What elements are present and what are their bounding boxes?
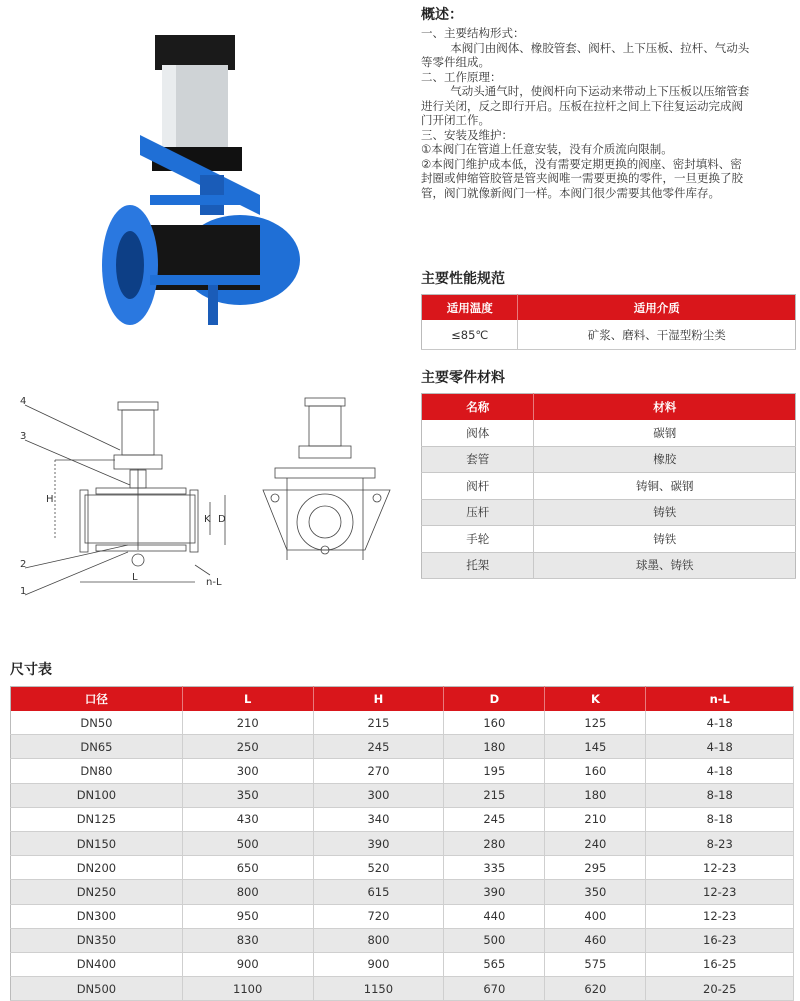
dimension-table-body bbox=[11, 711, 794, 1001]
table-cell: 套管 bbox=[422, 446, 534, 473]
table-cell: 615 bbox=[313, 880, 444, 904]
table-cell: 12-23 bbox=[646, 880, 794, 904]
table-header: L bbox=[182, 687, 313, 712]
table-cell: 125 bbox=[545, 711, 646, 735]
table-cell: 240 bbox=[545, 831, 646, 855]
table-cell: 460 bbox=[545, 928, 646, 952]
table-header: D bbox=[444, 687, 545, 712]
table-cell: 440 bbox=[444, 904, 545, 928]
table-cell: 390 bbox=[444, 880, 545, 904]
table-cell: 阀杆 bbox=[422, 473, 534, 500]
table-cell: DN200 bbox=[11, 856, 183, 880]
overview-line: 进行关闭，反之即行开启。压板在拉杆之间上下往复运动完成阀 bbox=[421, 98, 743, 113]
part-label-4: 4 bbox=[20, 396, 27, 407]
dim-label-h: H bbox=[46, 494, 54, 505]
table-cell: DN250 bbox=[11, 880, 183, 904]
table-cell: 12-23 bbox=[646, 856, 794, 880]
table-cell: 350 bbox=[182, 783, 313, 807]
table-cell: DN150 bbox=[11, 831, 183, 855]
table-header: 适用温度 bbox=[422, 295, 518, 321]
table-row bbox=[11, 952, 794, 976]
table-cell: 4-18 bbox=[646, 711, 794, 735]
table-cell: 20-25 bbox=[646, 977, 794, 1001]
overview-line: ①本阀门在管道上任意安装，没有介质流向限制。 bbox=[421, 142, 673, 156]
table-cell: 145 bbox=[545, 735, 646, 759]
table-row bbox=[11, 977, 794, 1001]
table-cell: 160 bbox=[444, 711, 545, 735]
dimension-table bbox=[10, 686, 794, 1001]
overview-line: 管，阀门就像新阀门一样。本阀门很少需要其他零件库存。 bbox=[421, 185, 720, 200]
table-cell: 215 bbox=[444, 783, 545, 807]
table-cell: DN100 bbox=[11, 783, 183, 807]
table-cell: 565 bbox=[444, 952, 545, 976]
table-cell: 500 bbox=[182, 831, 313, 855]
dim-label-d: D bbox=[218, 514, 226, 525]
table-cell: 180 bbox=[545, 783, 646, 807]
valve-product-image bbox=[90, 25, 330, 335]
materials-title: 主要零件材料 bbox=[421, 370, 505, 386]
part-label-3: 3 bbox=[20, 431, 27, 442]
table-cell: 900 bbox=[182, 952, 313, 976]
dim-label-nl: n-L bbox=[206, 577, 222, 588]
table-cell: 350 bbox=[545, 880, 646, 904]
table-cell: 8-18 bbox=[646, 807, 794, 831]
table-cell: 670 bbox=[444, 977, 545, 1001]
table-cell: 720 bbox=[313, 904, 444, 928]
table-cell: ≤85℃ bbox=[422, 320, 518, 350]
side-view-drawing bbox=[10, 390, 245, 600]
materials-table bbox=[421, 393, 796, 579]
performance-title: 主要性能规范 bbox=[421, 271, 505, 287]
part-label-2: 2 bbox=[20, 559, 27, 570]
table-cell: 210 bbox=[545, 807, 646, 831]
overview-line: 一、主要结构形式： bbox=[421, 26, 525, 40]
dim-label-k: K bbox=[204, 514, 211, 525]
table-cell: 335 bbox=[444, 856, 545, 880]
table-cell: DN400 bbox=[11, 952, 183, 976]
table-cell: 铸铁 bbox=[534, 526, 796, 553]
table-row bbox=[11, 735, 794, 759]
table-header: 名称 bbox=[422, 394, 534, 421]
table-cell: DN50 bbox=[11, 711, 183, 735]
table-cell: 球墨、铸铁 bbox=[534, 552, 796, 579]
table-cell: 950 bbox=[182, 904, 313, 928]
table-cell: 650 bbox=[182, 856, 313, 880]
table-cell: 245 bbox=[444, 807, 545, 831]
table-cell: 阀体 bbox=[422, 420, 534, 446]
table-cell: 铸铁 bbox=[534, 499, 796, 526]
overview-section bbox=[421, 4, 793, 200]
table-cell: 橡胶 bbox=[534, 446, 796, 473]
table-row bbox=[11, 711, 794, 735]
dim-label-l: L bbox=[132, 572, 138, 583]
materials-section bbox=[421, 367, 796, 579]
overview-title: 概述： bbox=[421, 7, 463, 23]
table-cell: 300 bbox=[182, 759, 313, 783]
table-cell: 800 bbox=[182, 880, 313, 904]
table-cell: 铸铜、碳钢 bbox=[534, 473, 796, 500]
table-cell: 4-18 bbox=[646, 735, 794, 759]
overview-line: 本阀门由阀体、橡胶管套、阀杆、上下压板、拉杆、气动头 bbox=[421, 40, 750, 55]
table-header: 口径 bbox=[11, 687, 183, 712]
table-cell: 400 bbox=[545, 904, 646, 928]
table-cell: 1100 bbox=[182, 977, 313, 1001]
table-cell: 390 bbox=[313, 831, 444, 855]
table-cell: 900 bbox=[313, 952, 444, 976]
table-cell: 碳钢 bbox=[534, 420, 796, 446]
table-cell: 280 bbox=[444, 831, 545, 855]
overview-line: 二、工作原理： bbox=[421, 69, 502, 84]
table-cell: DN125 bbox=[11, 807, 183, 831]
table-cell: 500 bbox=[444, 928, 545, 952]
table-cell: 压杆 bbox=[422, 499, 534, 526]
table-cell: 270 bbox=[313, 759, 444, 783]
table-row bbox=[11, 807, 794, 831]
overview-line: ②本阀门维护成本低，没有需要定期更换的阀座、密封填料、密 bbox=[421, 156, 742, 171]
table-row bbox=[11, 856, 794, 880]
table-header: K bbox=[545, 687, 646, 712]
table-cell: 8-18 bbox=[646, 783, 794, 807]
table-header: n-L bbox=[646, 687, 794, 712]
table-cell: 215 bbox=[313, 711, 444, 735]
table-cell: 195 bbox=[444, 759, 545, 783]
end-view-drawing bbox=[255, 390, 400, 575]
table-cell: DN80 bbox=[11, 759, 183, 783]
table-cell: 180 bbox=[444, 735, 545, 759]
table-cell: DN300 bbox=[11, 904, 183, 928]
table-cell: 8-23 bbox=[646, 831, 794, 855]
table-cell: DN350 bbox=[11, 928, 183, 952]
table-header: 适用介质 bbox=[518, 295, 796, 321]
table-cell: 16-23 bbox=[646, 928, 794, 952]
table-row bbox=[11, 783, 794, 807]
performance-table bbox=[421, 294, 796, 350]
table-cell: 575 bbox=[545, 952, 646, 976]
table-row bbox=[11, 904, 794, 928]
part-label-1: 1 bbox=[20, 586, 27, 597]
table-cell: 520 bbox=[313, 856, 444, 880]
table-row bbox=[11, 759, 794, 783]
table-cell: 340 bbox=[313, 807, 444, 831]
table-cell: 160 bbox=[545, 759, 646, 783]
overview-line: 三、安装及维护： bbox=[421, 127, 513, 142]
table-cell: 830 bbox=[182, 928, 313, 952]
table-cell: 430 bbox=[182, 807, 313, 831]
table-header: 材料 bbox=[534, 394, 796, 421]
performance-section bbox=[421, 268, 796, 350]
table-cell: 手轮 bbox=[422, 526, 534, 553]
dimension-section bbox=[10, 686, 794, 1001]
overview-line: 封圈或伸缩管胶管是管夹阀唯一需要更换的零件，一旦更换了胶 bbox=[421, 171, 743, 185]
table-cell: 托架 bbox=[422, 552, 534, 579]
table-cell: 620 bbox=[545, 977, 646, 1001]
table-header: H bbox=[313, 687, 444, 712]
table-cell: 1150 bbox=[313, 977, 444, 1001]
table-cell: 12-23 bbox=[646, 904, 794, 928]
table-cell: 250 bbox=[182, 735, 313, 759]
table-cell: 800 bbox=[313, 928, 444, 952]
table-cell: 300 bbox=[313, 783, 444, 807]
dimension-table-title: 尺寸表 bbox=[10, 662, 52, 678]
table-row bbox=[11, 831, 794, 855]
table-cell: 210 bbox=[182, 711, 313, 735]
table-cell: 295 bbox=[545, 856, 646, 880]
table-cell: 245 bbox=[313, 735, 444, 759]
table-cell: DN500 bbox=[11, 977, 183, 1001]
table-cell: 4-18 bbox=[646, 759, 794, 783]
table-cell: DN65 bbox=[11, 735, 183, 759]
table-row bbox=[11, 880, 794, 904]
table-cell: 16-25 bbox=[646, 952, 794, 976]
table-row bbox=[11, 928, 794, 952]
overview-line: 等零件组成。 bbox=[421, 55, 490, 69]
table-cell: 矿浆、磨料、干湿型粉尘类 bbox=[518, 320, 796, 350]
overview-line: 气动头通气时，使阀杆向下运动来带动上下压板以压缩管套 bbox=[421, 84, 750, 98]
overview-line: 门开闭工作。 bbox=[421, 113, 490, 127]
